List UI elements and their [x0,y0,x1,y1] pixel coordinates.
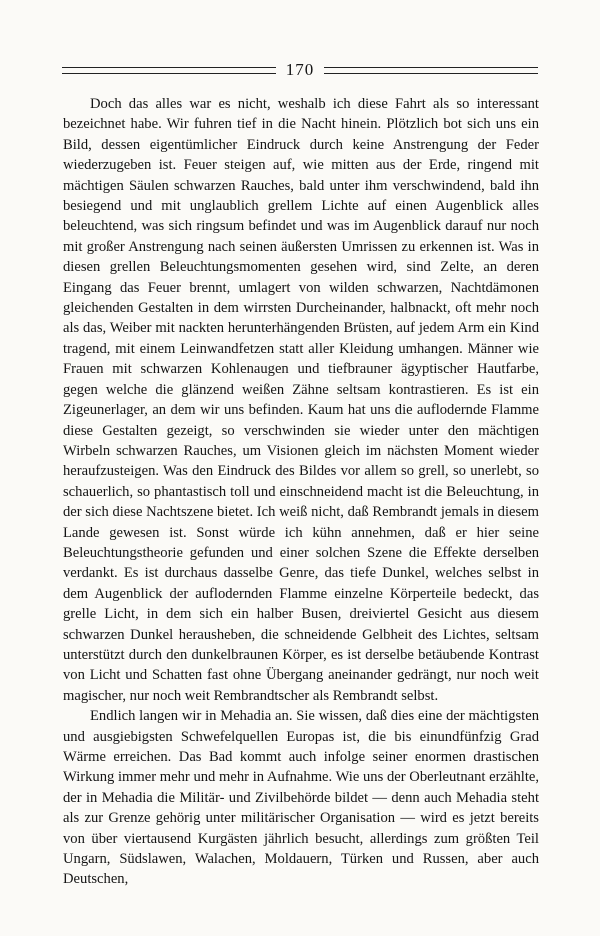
page-header [62,59,538,81]
paragraph: Endlich langen wir in Mehadia an. Sie wissen, daß dies eine der mächtigsten und ausgiebigsten Schwefelquellen Europas ist, die bis einundfünfzig Grad Wärme erreichen. Das Bad kommt auch infolge seiner enormen drastischen Wirkung immer mehr und mehr in Aufnahme. Wie uns der Oberleutnant erzählte, der in Mehadia die Militär- und Zivilbehörde bildet — denn auch Mehadia steht als zur Grenze gehörig unter militärischer Organisation — wird es jetzt bereits von über viertausend Kurgästen jährlich besucht, allerdings zum größten Teil Ungarn, Südslawen, Walachen, Moldauern, Türken und Russen, aber auch Deutschen, [63,708,539,888]
body-text [63,94,539,890]
header-rule-right [324,67,538,74]
page-number: 170 [285,60,315,79]
paragraph: Doch das alles war es nicht, weshalb ich diese Fahrt als so interessant bezeichnet habe. Wir fuhren tief in die Nacht hinein. Plötzlich bot sich uns ein Bild, dessen eigentümlicher Eindruck durch keine Anstrengung der Feder wiederzugeben ist. Feuer steigen auf, wie mitten aus der Erde, ringend mit mächtigen Säulen schwarzen Rauches, bald unter ihm verschwindend, bald ihn besiegend und mit unglaublich grellem Lichte auf einen Augenblick alles beleuchtend, was sich ringsum befindet und was im Augenblick darauf nur noch mit großer Anstrengung nach seinen äußersten Umrissen zu erkennen ist. Was in diesen grellen Beleuchtungsmomenten gesehen wird, sind Zelte, an deren Eingang das Feuer brennt, umlagert von wilden schwarzen, Nachtdämonen gleichenden Gestalten in dem wirrsten Durcheinander, halbnackt, oft mehr noch als das, Weiber mit nackten herunterhängenden Brüsten, auf jedem Arm ein Kind tragend, mit einem Leinwandfetzen statt aller Kleidung umhangen. Männer wie Frauen mit schwarzen Kohlenaugen und tiefbrauner ägyptischer Hautfarbe, gegen welche die glänzend weißen Zähne seltsam kontrastieren. Es ist ein Zigeunerlager, an dem wir uns befinden. Kaum hat uns die auflodernde Flamme diese Gestalten gezeigt, so verschwinden sie wieder unter den mächtigen Wirbeln schwarzen Rauches, um Visionen gleich im nächsten Moment wieder heraufzusteigen. Was den Eindruck des Bildes vor allem so grell, so unerlebt, so schauerlich, so phantastisch toll und einschneidend macht ist die Beleuchtung, in der sich diese Nachtszene bietet. Ich weiß nicht, daß Rembrandt jemals in diesem Lande gewesen ist. Sonst würde ich kühn annehmen, daß er hier seine Beleuchtungstheorie gefunden und einer solchen Szene die Effekte derselben verdankt. Es ist durchaus dasselbe Genre, das tiefe Dunkel, welches selbst in dem Augenblick der auflodernden Flamme einzelne Körperteile bedeckt, das grelle Licht, in dem sich ein halber Busen, dreiviertel Gesicht aus diesem schwarzen Dunkel herausheben, die schneidende Gelbheit des Lichtes, seltsam unterstützt durch den dunkelbraunen Körper, es ist derselbe betäubende Kontrast von Licht und Schatten fast ohne Übergang aneinander gedrängt, nur noch weit magischer, nur noch weit Rembrandtscher als Rembrandt selbst. [63,96,539,704]
header-rule-left [62,67,276,74]
